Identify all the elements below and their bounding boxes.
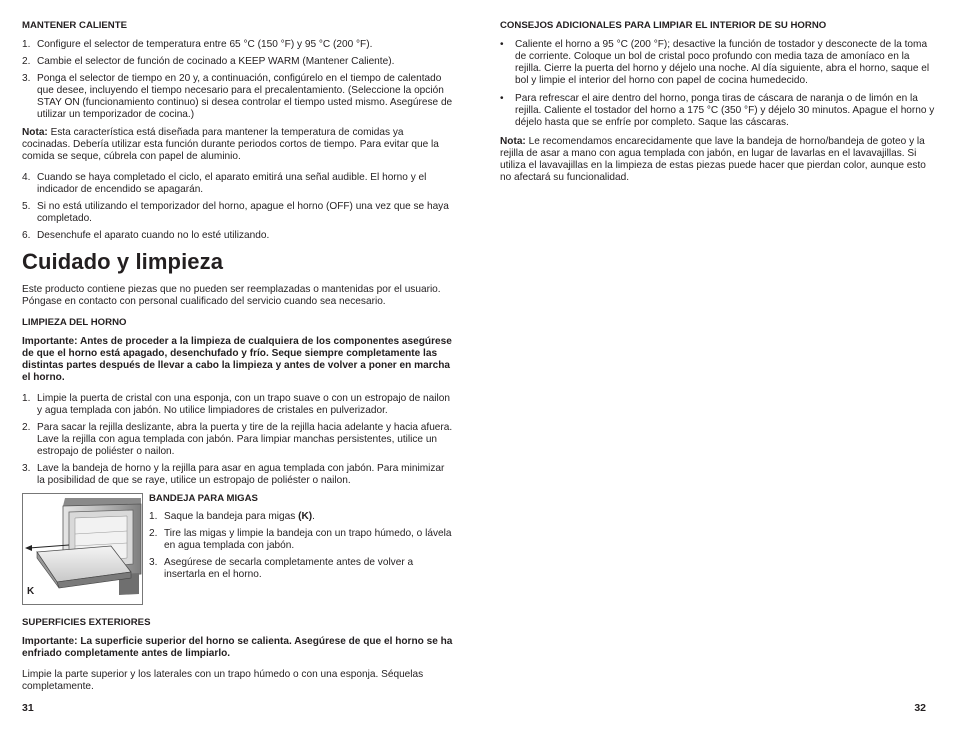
list-item: 4. Cuando se haya completado el ciclo, el aparato emitirá una señal audible. El horno y el indicador de encendido se apagarán. xyxy=(22,172,427,195)
tips-note: Nota: Le recomendamos encarecidamente que lave la bandeja de horno/bandeja de goteo y la rejilla de asar a mano con agua templada con jabón, en lugar de lavarlas en el lavavajillas. Si utiliza el lavavajillas en la limpieza de estas piezas puede hacer que pierdan color, aunque esto no afectará su funcionalidad. xyxy=(500,136,926,183)
crumb-tray-title: BANDEJA PARA MIGAS xyxy=(149,493,258,504)
exterior-important: Importante: La superficie superior del horno se calienta. Asegúrese de que el horno se ha enfriado completamente antes de limpiarlo. xyxy=(22,636,453,659)
section-heading: Cuidado y limpieza xyxy=(22,249,224,274)
oven-cleaning-steps xyxy=(22,393,454,487)
list-item: 2. Tire las migas y limpie la bandeja con un trapo húmedo, o lávela en agua templada con jabón. xyxy=(149,528,452,551)
exterior-text: Limpie la parte superior y los laterales con un trapo húmedo o con una esponja. Séquelas completamente. xyxy=(22,669,424,692)
page-number-right: 32 xyxy=(914,702,926,714)
crumb-tray-steps xyxy=(149,511,454,581)
tips-list xyxy=(500,39,936,129)
list-item: 6. Desenchufe el aparato cuando no lo esté utilizando. xyxy=(22,230,270,241)
crumb-tray-section xyxy=(22,493,454,605)
image-label-k: K xyxy=(27,586,35,597)
list-item: 1. Limpie la puerta de cristal con una esponja, con un trapo suave o con un estropajo de nailon y agua templada con jabón. No utilice limpiadores de cristales en pulverizador. xyxy=(22,393,450,416)
left-page xyxy=(22,20,454,702)
page-number-left: 31 xyxy=(22,702,34,714)
keep-warm-steps-continued xyxy=(22,172,454,242)
tips-title: CONSEJOS ADICIONALES PARA LIMPIAR EL INTERIOR DE SU HORNO xyxy=(500,20,827,31)
list-item: 2. Para sacar la rejilla deslizante, abra la puerta y tire de la rejilla hacia adelante y hacia afuera. Lave la rejilla con agua templada con jabón. Para limpiar manchas persistentes, utilice un estropajo de poliéster o nailon. xyxy=(22,422,453,457)
crumb-tray-text xyxy=(149,493,454,605)
list-item: 1. Saque la bandeja para migas (K). xyxy=(149,511,315,522)
exterior-title: SUPERFICIES EXTERIORES xyxy=(22,617,151,628)
list-item: 5. Si no está utilizando el temporizador del horno, apague el horno (OFF) una vez que se haya completado. xyxy=(22,201,449,224)
list-item: 3. Ponga el selector de tiempo en 20 y, a continuación, configúrelo en el tiempo de calentado que desee, incluyendo el tiempo necesario para el precalentamiento. (Seleccione la opción STAY ON (funcionamiento continuo) si desea controlar el tiempo usted mismo. Asegúrese de utilizar un temporizador de cocina.) xyxy=(22,73,453,120)
right-page xyxy=(500,20,936,193)
list-item: 3. Lave la bandeja de horno y la rejilla para asar en agua templada con jabón. Para minimizar la posibilidad de que se raye, utilice un estropajo de poliéster o nailon. xyxy=(22,463,445,486)
oven-cleaning-important: Importante: Antes de proceder a la limpieza de cualquiera de los componentes asegúrese de que el horno está apagado, desenchufado y frío. Seque siempre completamente las distintas partes después de llevar a cabo la limpieza y antes de volver a poner en marcha el horno. xyxy=(22,336,452,383)
intro-paragraph: Este producto contiene piezas que no pueden ser reemplazadas o mantenidas por el usuario. Póngase en contacto con personal cualificado del servicio cuando sea necesario. xyxy=(22,284,441,307)
keep-warm-note: Nota: Esta característica está diseñada para mantener la temperatura de comidas ya cocinadas. Debería utilizar esta función durante periodos cortos de tiempo. Para evitar que la comida se seque, cúbrela con papel de aluminio. xyxy=(22,127,439,162)
keep-warm-title: MANTENER CALIENTE xyxy=(22,20,127,31)
list-item: 1. Configure el selector de temperatura entre 65 °C (150 °F) y 95 °C (200 °F). xyxy=(22,39,373,50)
crumb-tray-illustration xyxy=(22,493,143,605)
list-item: 3. Asegúrese de secarla completamente antes de volver a insertarla en el horno. xyxy=(149,557,414,580)
list-item: 2. Cambie el selector de función de cocinado a KEEP WARM (Mantener Caliente). xyxy=(22,56,395,67)
list-item: • Para refrescar el aire dentro del horno, ponga tiras de cáscara de naranja o de limón en la rejilla. Caliente el tostador del horno a 175 °C (350 °F) y déjelo 30 minutos. Apague el horno y déjelo hasta que se enfríe por completo. Saque las cáscaras. xyxy=(500,93,935,128)
keep-warm-steps xyxy=(22,39,454,121)
list-item: • Caliente el horno a 95 °C (200 °F); desactive la función de tostador y desconecte de la toma de corriente. Coloque un bol de cristal poco profundo con media taza de amoníaco en la rejilla. Cierre la puerta del horno y déjelo una noche. Al día siguiente, abra el horno, saque el bol y limpie el interior del horno con papel de cocina humedecido. xyxy=(500,39,930,86)
oven-cleaning-title: LIMPIEZA DEL HORNO xyxy=(22,317,127,328)
oven-illustration xyxy=(23,494,142,604)
